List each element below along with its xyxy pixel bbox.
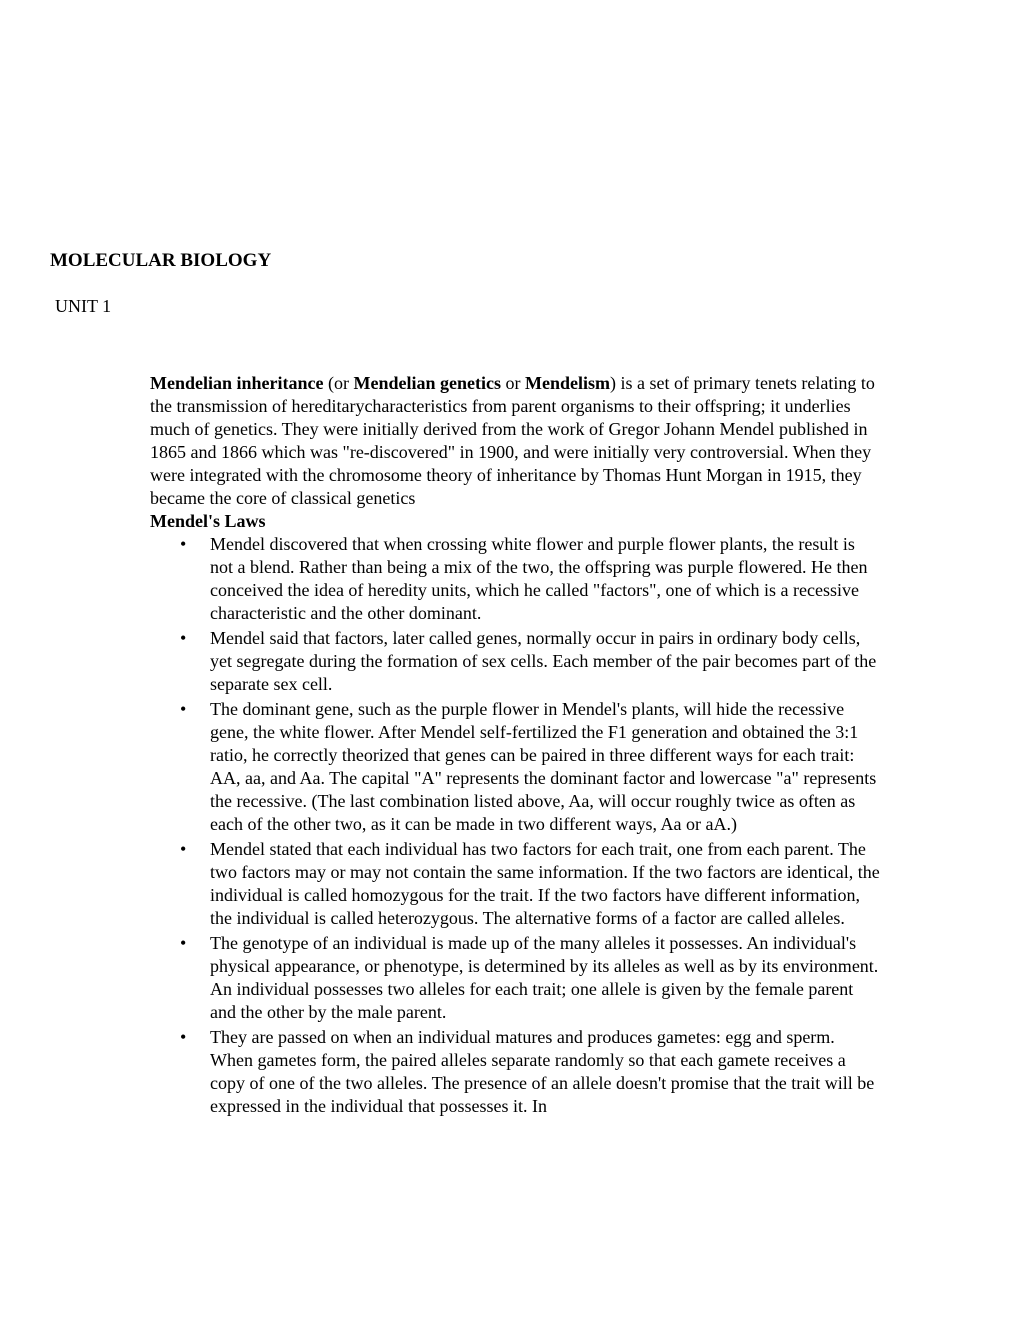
bullet-icon: • xyxy=(180,839,187,859)
list-item xyxy=(150,932,880,1024)
list-item-text: Mendel stated that each individual has two factors for each trait, one from each parent. The two factors may or may not contain the same information. If the two factors are identical, the individual is called homozygous for the trait. If the two factors have different information, the individual is called heterozygous. The alternative forms of a factor are called alleles. xyxy=(210,839,880,928)
intro-text-3: ) is a set of primary tenets relating to the transmission of hereditarycharacteristics from parent organisms to their offspring; it underlies much of genetics. They were initially derived from the work of Gregor Johann Mendel published in 1865 and 1866 which was "re-discovered" in 1900, and were initially very controversial. When they were integrated with the chromosome theory of inheritance by Thomas Hunt Morgan in 1915, they became the core of classical genetics xyxy=(150,373,875,508)
bullet-icon: • xyxy=(180,1027,187,1047)
laws-heading: Mendel's Laws xyxy=(150,511,266,531)
list-item-text: Mendel discovered that when crossing white flower and purple flower plants, the result is not a blend. Rather than being a mix of the two, the offspring was purple flowered. He then conceived the idea of heredity units, which he called "factors", one of which is a recessive characteristic and the other dominant. xyxy=(210,534,868,623)
term-mendelism: Mendelism xyxy=(524,373,610,393)
list-item xyxy=(150,533,880,625)
page-title: MOLECULAR BIOLOGY xyxy=(50,250,272,271)
list-item xyxy=(150,627,880,696)
document-body xyxy=(150,372,880,1120)
term-mendelian-genetics: Mendelian genetics xyxy=(353,373,501,393)
bullet-icon: • xyxy=(180,628,187,648)
laws-list xyxy=(150,533,880,1118)
intro-text-2: or xyxy=(500,373,525,393)
intro-paragraph xyxy=(150,372,880,510)
list-item-text: The dominant gene, such as the purple flower in Mendel's plants, will hide the recessive gene, the white flower. After Mendel self-fertilized the F1 generation and obtained the 3:1 ratio, he correctly theorized that genes can be paired in three different ways for each trait: AA, aa, and Aa. The capital "A" represents the dominant factor and lowercase "a" represents the recessive. (The last combination listed above, Aa, will occur roughly twice as often as each of the other two, as it can be made in two different ways, Aa or aA.) xyxy=(210,699,877,834)
list-item xyxy=(150,1026,880,1118)
list-item-text: The genotype of an individual is made up of the many alleles it possesses. An individual's physical appearance, or phenotype, is determined by its alleles as well as by its environment. An individual possesses two alleles for each trait; one allele is given by the female parent and the other by the male parent. xyxy=(210,933,879,1022)
bullet-icon: • xyxy=(180,699,187,719)
intro-text-1: (or xyxy=(323,373,354,393)
bullet-icon: • xyxy=(180,933,187,953)
list-item-text: They are passed on when an individual matures and produces gametes: egg and sperm. When gametes form, the paired alleles separate randomly so that each gamete receives a copy of one of the two alleles. The presence of an allele doesn't promise that the trait will be expressed in the individual that possesses it. In xyxy=(210,1027,875,1116)
list-item xyxy=(150,698,880,836)
unit-label: UNIT 1 xyxy=(55,296,112,316)
term-mendelian-inheritance: Mendelian inheritance xyxy=(150,373,324,393)
list-item xyxy=(150,838,880,930)
bullet-icon: • xyxy=(180,534,187,554)
list-item-text: Mendel said that factors, later called genes, normally occur in pairs in ordinary body cells, yet segregate during the formation of sex cells. Each member of the pair becomes part of the separate sex cell. xyxy=(210,628,877,694)
